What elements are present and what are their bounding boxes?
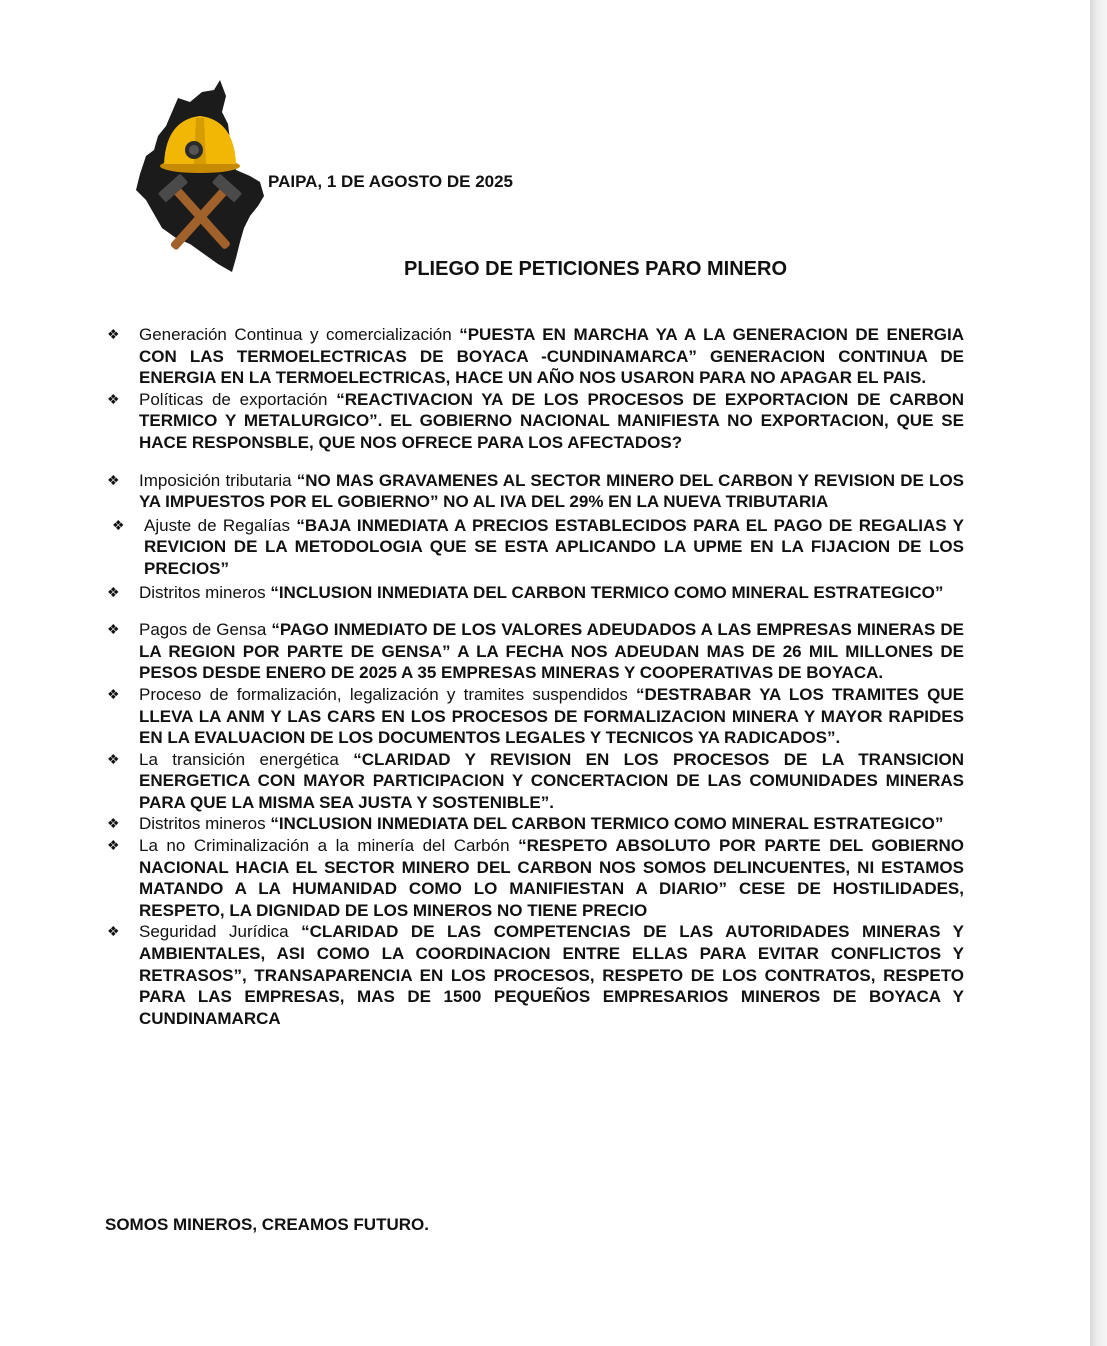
petition-item <box>104 515 964 580</box>
petition-label: Políticas de exportación <box>139 389 337 409</box>
four-diamond-bullet-icon: ❖ <box>107 621 120 638</box>
petition-label: Generación Continua y comercialización <box>139 325 460 344</box>
petition-item <box>104 470 964 513</box>
petition-request: “PAGO INMEDIATO DE LOS VALORES ADEUDADOS A LAS EMPRESAS MINERAS DE LA REGION POR PARTE DE GENSA” A LA FECHA NOS ADEUDAN MAS DE 26 MIL MILLONES DE PESOS DESDE ENERO DE 2025 A 35 EMPRESAS MINERAS Y COOPERATIVAS DE BOYACA. <box>139 620 964 683</box>
petition-request: “CLARIDAD Y REVISION EN LOS PROCESOS DE LA TRANSICION ENERGETICA CON MAYOR PARTICIPACION Y CONCERTACION DE LAS COMUNIDADES MINERAS PARA QUE LA MISMA SEA JUSTA Y SOSTENIBLE”. <box>139 749 964 812</box>
petition-label: La no Criminalización a la minería del Carbón <box>139 836 519 856</box>
petition-label: Distritos mineros <box>139 814 271 834</box>
petition-item <box>104 389 964 454</box>
petition-request: “NO MAS GRAVAMENES AL SECTOR MINERO DEL CARBON Y REVISION DE LOS YA IMPUESTOS POR EL GOBIERNO” NO AL IVA DEL 29% EN LA NUEVA TRIBUTARIA <box>139 470 965 512</box>
petition-request: “BAJA INMEDIATA A PRECIOS ESTABLECIDOS PARA EL PAGO DE REGALIAS Y REVICION DE LA METODOLOGIA QUE SE ESTA APLICANDO LA UPME EN LA FIJACION DE LOS PRECIOS” <box>144 515 965 578</box>
four-diamond-bullet-icon: ❖ <box>107 685 120 702</box>
petition-list <box>104 324 964 1029</box>
petition-label: Ajuste de Regalías <box>144 515 297 535</box>
four-diamond-bullet-icon: ❖ <box>107 750 120 767</box>
petition-item <box>104 813 964 835</box>
petition-item <box>104 835 964 921</box>
petition-label: Pagos de Gensa <box>139 620 272 640</box>
petition-label: Seguridad Jurídica <box>139 922 302 942</box>
petition-item <box>104 619 964 684</box>
petition-label: Distritos mineros <box>139 582 271 602</box>
petition-request: “DESTRABAR YA LOS TRAMITES QUE LLEVA LA ANM Y LAS CARS EN LOS PROCESOS DE FORMALIZACION MINERA Y MAYOR RAPIDES EN LA EVALUACION DE LOS DOCUMENTOS LEGALES Y TECNICOS YA RADICADOS”. <box>139 684 964 748</box>
petition-request: “INCLUSION INMEDIATA DEL CARBON TERMICO COMO MINERAL ESTRATEGICO” <box>270 582 944 602</box>
four-diamond-bullet-icon: ❖ <box>107 923 120 940</box>
four-diamond-bullet-icon: ❖ <box>107 583 120 600</box>
four-diamond-bullet-icon: ❖ <box>107 815 120 832</box>
petition-item <box>104 749 964 814</box>
petition-label: La transición energética <box>139 749 354 769</box>
document-title: PLIEGO DE PETICIONES PARO MINERO <box>404 258 788 280</box>
four-diamond-bullet-icon: ❖ <box>107 471 120 488</box>
petition-request: “CLARIDAD DE LAS COMPETENCIAS DE LAS AUTORIDADES MINERAS Y AMBIENTALES, ASI COMO LA COORDINACION ENTRE ELLAS PARA EVITAR CONFLICTOS Y RETRASOS”, TRANSAPARENCIA EN LOS PROCESOS, RESPETO DE LOS CONTRATOS, RESPETO PARA LAS EMPRESAS, MAS DE 1500 PEQUEÑOS EMPRESARIOS MINEROS DE BOYACA Y CUNDINAMARCA <box>139 922 964 1028</box>
petition-item <box>104 921 964 1029</box>
page-edge <box>1090 0 1107 1346</box>
document-date: PAIPA, 1 DE AGOSTO DE 2025 <box>268 172 514 191</box>
petition-label: Imposición tributaria <box>139 470 297 490</box>
petition-request: “RESPETO ABSOLUTO POR PARTE DEL GOBIERNO NACIONAL HACIA EL SECTOR MINERO DEL CARBON NOS SOMOS DELINCUENTES, NI ESTAMOS MATANDO A LA HUMANIDAD COMO LO MANIFIESTAN A DIARIO” CESE DE HOSTILIDADES, RESPETO, LA DIGNIDAD DE LOS MINEROS NO TIENE PRECIO <box>139 836 964 920</box>
miner-helmet-logo <box>132 78 267 273</box>
four-diamond-bullet-icon: ❖ <box>112 516 125 533</box>
petition-label: Proceso de formalización, legalización y tramites suspendidos <box>139 684 637 704</box>
petition-item <box>104 582 964 604</box>
four-diamond-bullet-icon: ❖ <box>107 837 120 854</box>
four-diamond-bullet-icon: ❖ <box>107 390 120 407</box>
petition-item <box>104 324 964 389</box>
four-diamond-bullet-icon: ❖ <box>107 326 120 342</box>
petition-request: “REACTIVACION YA DE LOS PROCESOS DE EXPORTACION DE CARBON TERMICO Y METALURGICO”. EL GOBIERNO NACIONAL MANIFIESTA NO EXPORTACION, QUE SE HACE RESPONSBLE, QUE NOS OFRECE PARA LOS AFECTADOS? <box>139 389 964 452</box>
petition-request: “INCLUSION INMEDIATA DEL CARBON TERMICO COMO MINERAL ESTRATEGICO” <box>270 814 944 834</box>
petition-item <box>104 684 964 749</box>
petition-request: “PUESTA EN MARCHA YA A LA GENERACION DE ENERGIA CON LAS TERMOELECTRICAS DE BOYACA -CUNDINAMARCA” GENERACION CONTINUA DE ENERGIA EN LA TERMOELECTRICAS, HACE UN AÑO NOS USARON PARA NO APAGAR EL PAIS. <box>139 325 964 388</box>
closing-motto: SOMOS MINEROS, CREAMOS FUTURO. <box>105 1215 429 1234</box>
